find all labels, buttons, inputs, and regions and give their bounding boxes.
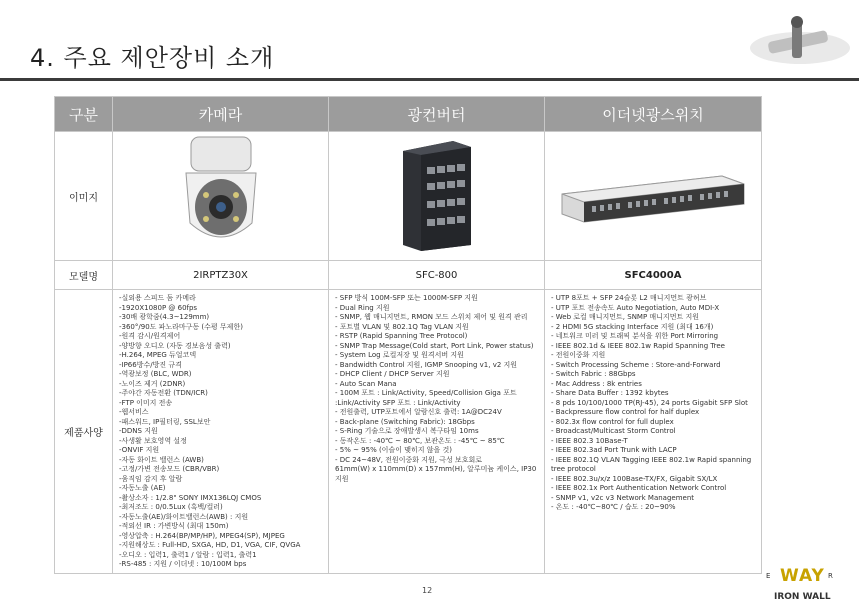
spec-item: -역광보정 (BLC, WDR): [119, 370, 192, 378]
row-label-specs: 제품사양: [55, 290, 113, 574]
row-label-model: 모델명: [55, 261, 113, 290]
spec-item: -30배 광학줌(4.3~129mm): [119, 313, 210, 321]
logo-top-text: WAY: [780, 566, 825, 586]
spec-item: -노이즈 제거 (2DNR): [119, 379, 186, 388]
spec-item: - Back-plane (Switching Fabric): 18Gbps: [335, 417, 475, 426]
company-logo: [766, 566, 836, 608]
spec-item: -패스워드, IP필터링, SSL보안: [119, 417, 211, 426]
spec-item: - Auto Scan Mana: [335, 379, 397, 388]
spec-item: - IEEE 802.3ad Port Trunk with LACP: [551, 446, 677, 454]
switch-image: [558, 154, 748, 234]
spec-item: -원격 감시/원격제어: [119, 332, 181, 340]
converter-spec-list: [335, 294, 540, 484]
logo-bottom-text: IRON WALL: [774, 592, 831, 602]
header-category: 구분: [55, 97, 113, 132]
spec-item: -DDNS 지원: [119, 427, 158, 435]
spec-item: -적외선 IR : 가변방식 (최대 150m): [119, 522, 229, 530]
logo-right-letter: R: [828, 572, 833, 580]
specs-row: [55, 290, 762, 574]
spec-item: -주야간 자동전환 (TDN/ICR): [119, 389, 208, 397]
spec-item: - 네트워크 미러 및 트래픽 분석을 위한 Port Mirroring: [551, 332, 719, 340]
spec-item: - UTP 포트 전송속도 Auto Negotiation, Auto MDI-X: [551, 303, 720, 312]
spec-item: -지원해상도 : Full-HD, SXGA, HD, D1, VGA, CIF, QVGA: [119, 541, 301, 549]
spec-item: -ONVIF 지원: [119, 446, 160, 454]
spec-item: -FTP 이미지 전송: [119, 398, 173, 407]
spec-item: - 100M 포트 : Link/Activity, Speed/Collision Giga 포트 :Link/Activity SFP 포트 : Link/Activity: [335, 389, 517, 407]
camera-spec-list: [119, 294, 324, 570]
spec-item: - SFP 방식 100M-SFP 또는 1000M-SFP 지원: [335, 294, 478, 302]
spec-item: -1920X1080P @ 60fps: [119, 303, 198, 312]
spec-item: -자동노출 (AE): [119, 484, 166, 492]
spec-item: - SNMP Trap Message(Cold start, Port Link, Power status): [335, 341, 534, 350]
converter-model: SFC-800: [329, 261, 545, 290]
converter-specs-cell: [329, 290, 545, 574]
switch-model: SFC4000A: [545, 261, 762, 290]
spec-item: - 전원출력, UTP포트에서 알람신호 출력: 1A@DC24V: [335, 408, 502, 416]
camera-image-cell: [113, 132, 329, 261]
spec-item: - SNMP, 웹 매니지먼트, RMON 모드 스위치 제어 및 원격 관리: [335, 313, 528, 321]
spec-item: - 온도 : -40℃~80℃ / 습도 : 20~90%: [551, 503, 676, 511]
image-row: [55, 132, 762, 261]
spec-item: - 포트별 VLAN 및 802.1Q Tag VLAN 지원: [335, 322, 469, 331]
spec-item: - Switch Fabric : 88Gbps: [551, 370, 636, 378]
title-divider: [0, 78, 859, 81]
spec-item: -영상압축 : H.264(BP/MP/HP), MPEG4(SP), MJPEG: [119, 531, 285, 540]
spec-item: - 5% ~ 95% (이슬이 맺히지 않을 것): [335, 446, 452, 454]
switch-spec-list: [551, 294, 757, 513]
spec-item: - RSTP (Rapid Spanning Tree Protocol): [335, 332, 468, 340]
spec-item: 61mm(W) x 110mm(D) x 157mm(H), 알루미늄 케이스, IP30지원: [335, 465, 537, 483]
spec-item: - Broadcast/Multicast Storm Control: [551, 427, 676, 435]
camera-model: 2IRPTZ30X: [113, 261, 329, 290]
row-label-image: 이미지: [55, 132, 113, 261]
spec-item: - 8 pds 10/100/1000 TP(RJ-45), 24 ports Gigabit SFP Slot: [551, 398, 748, 407]
equipment-table: [54, 96, 762, 574]
spec-item: - Mac Address : 8k entries: [551, 379, 642, 388]
converter-image-cell: [329, 132, 545, 261]
spec-item: - DHCP Client / DHCP Server 지원: [335, 370, 450, 378]
spec-item: -실외용 스피드 돔 카메라: [119, 294, 196, 302]
spec-item: - 전원이중화 지원: [551, 351, 606, 359]
spec-item: - S-Ring 기술으로 장애발생시 복구타임 10ms: [335, 427, 479, 435]
spec-item: - System Log 로컬저장 및 원격서버 지원: [335, 351, 464, 359]
camera-specs-cell: [113, 290, 329, 574]
header-converter: 광컨버터: [329, 97, 545, 132]
spec-item: -사생활 보호영역 설정: [119, 436, 187, 445]
spec-item: - 802.3x flow control for full duplex: [551, 417, 674, 426]
spec-item: - Share Data Buffer : 1392 kbytes: [551, 389, 669, 397]
page-title: 4. 주요 제안장비 소개: [30, 44, 275, 72]
spec-item: -양방향 오디오 (자동 경보음성 출력): [119, 341, 231, 350]
spec-item: - IEEE 802.1x Port Authentication Network Control: [551, 484, 727, 492]
spec-item: - Dual Ring 지원: [335, 303, 390, 312]
spec-item: - UTP 8포트 + SFP 24슬롯 L2 매니지먼트 광허브: [551, 294, 707, 302]
spec-item: -자동 화이트 밸런스 (AWB): [119, 455, 204, 464]
header-camera: 카메라: [113, 97, 329, 132]
spec-item: -웹서비스: [119, 408, 149, 416]
switch-specs-cell: [545, 290, 762, 574]
spec-item: - Bandwidth Control 지원, IGMP Snooping v1, v2 지원: [335, 360, 518, 369]
spec-item: -IP66방수/방진 규격: [119, 360, 182, 369]
spec-item: - Web 로컬 매니지먼트, SNMP 매니지먼트 지원: [551, 313, 699, 321]
spec-item: - DC 24~48V, 전원이중화 지원, 극성 보호회로: [335, 455, 482, 464]
spec-item: - Switch Processing Scheme : Store-and-Forward: [551, 360, 721, 369]
spec-item: -자동노출(AE)/화이트밸런스(AWB) : 지원: [119, 512, 249, 521]
spec-item: - Backpressure flow control for half duplex: [551, 408, 700, 416]
converter-image: [395, 133, 479, 255]
spec-item: -최저조도 : 0/0.5Lux (흑백/컬러): [119, 503, 223, 511]
header-switch: 이더넷광스위치: [545, 97, 762, 132]
spec-item: -고정/가변 전송모드 (CBR/VBR): [119, 465, 220, 473]
spec-item: - 동작온도 : -40℃ ~ 80℃, 보관온도 : -45℃ ~ 85℃: [335, 436, 505, 445]
spec-item: -촬상소자 : 1/2.8" SONY IMX136LQJ CMOS: [119, 493, 262, 502]
page-number: 12: [422, 586, 433, 595]
switch-image-cell: [545, 132, 762, 261]
spec-item: - IEEE 802.3u/x/z 100Base-TX/FX, Gigabit SX/LX: [551, 474, 718, 483]
spec-item: - IEEE 802.1d & IEEE 802.1w Rapid Spanning Tree: [551, 341, 725, 350]
table-header-row: [55, 97, 762, 132]
spec-item: -움직임 감지 후 알람: [119, 474, 183, 483]
spec-item: -RS-485 : 지원 / 이더넷 : 10/100M bps: [119, 560, 247, 568]
logo-left-letter: E: [766, 572, 771, 580]
spec-item: - IEEE 802.3 10Base-T: [551, 436, 628, 445]
spec-item: - SNMP v1, v2c v3 Network Management: [551, 493, 695, 502]
ptz-camera-image: [176, 133, 266, 255]
spec-item: -오디오 : 입력1, 출력1 / 알람 : 입력1, 출력1: [119, 550, 257, 559]
spec-item: - IEEE 802.1Q VLAN Tagging IEEE 802.1w Rapid spanning tree protocol: [551, 455, 752, 473]
spec-item: -360°/90도 파노라마구동 (수평 무제한): [119, 322, 243, 331]
spec-item: -H.264, MPEG 듀얼코덱: [119, 351, 197, 359]
decorative-graphic: [740, 10, 850, 72]
model-row: [55, 261, 762, 290]
spec-item: - 2 HDMI 5G stacking Interface 지원 (최대 16개): [551, 322, 714, 331]
